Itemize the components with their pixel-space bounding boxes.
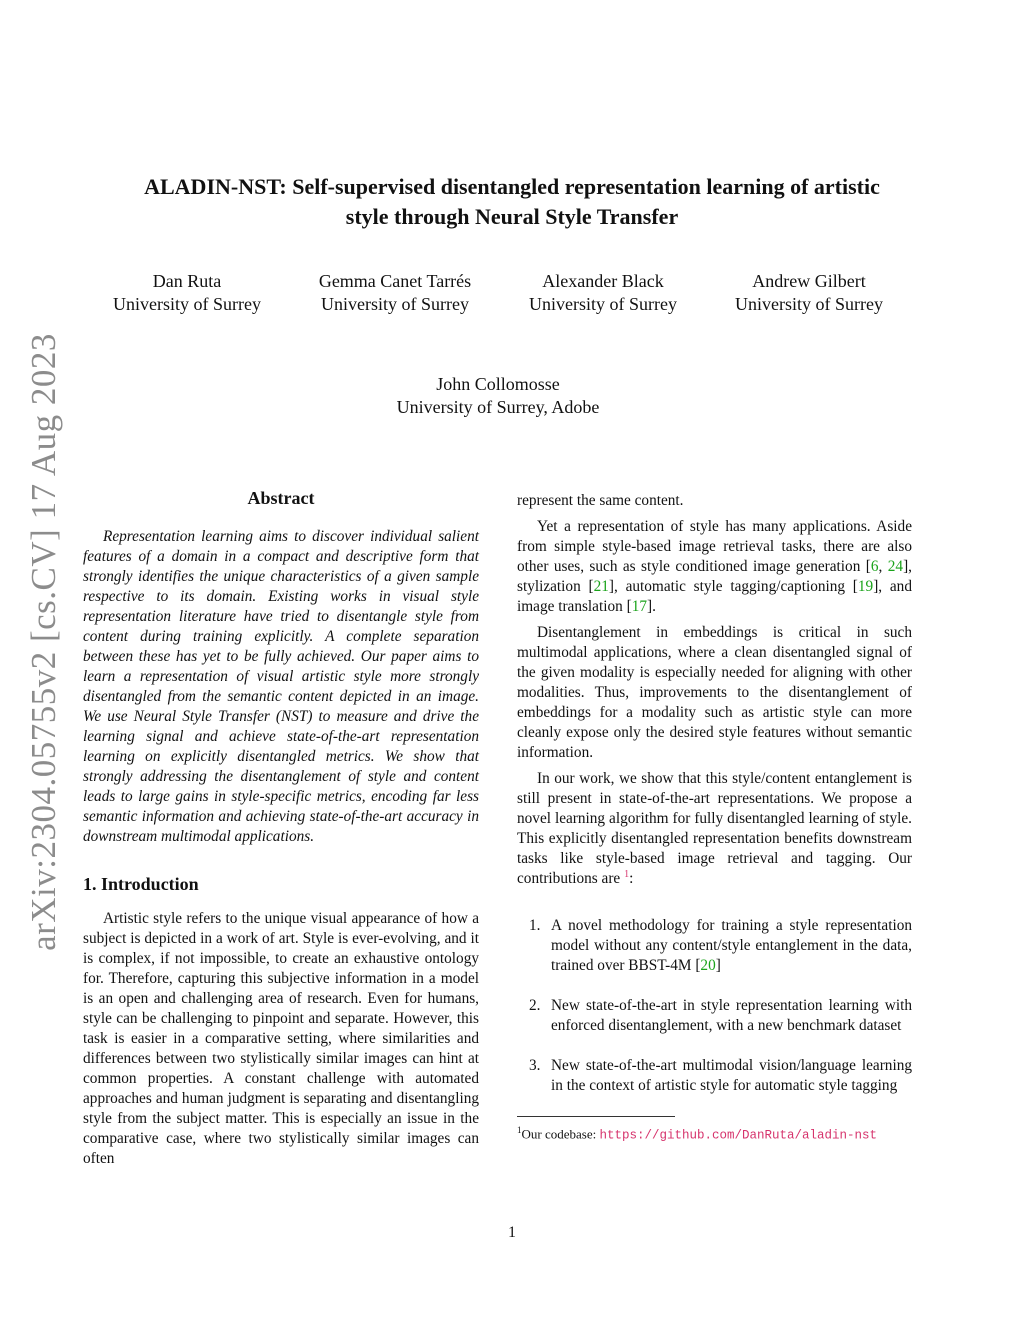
continued-text: represent the same content. xyxy=(517,492,684,509)
abstract-text: Representation learning aims to discover individual salient features of a domain in a compact and descriptive form that strongly identifies the unique characteristics of a given sample respective to its domain. Existing works in visual style representation literature have tried to disentangle style from content during training explicitly. A complete separation between these has yet to be fully achieved. Our paper aims to learn a representation of visual artistic style more strongly disentangled from the semantic content depicted in an image. We use Neural Style Transfer (NST) to measure and drive the learning signal and achieve state-of-the-art representation learning on explicitly disentangled metrics. We show that strongly addressing the disentanglement of style and content leads to large gains in style-specific metrics, encoding far less semantic information and achieving state-of-the-art accuracy in downstream multimodal applications. xyxy=(83,528,479,845)
text-run: ]. xyxy=(647,598,656,615)
text-run: In our work, we show that this style/content entanglement is still present in state-of-the-art representations. We propose a novel learning algorithm for fully disentangled learning of style. This explicitly disentangled representation benefits downstream tasks like style-based image retrieval and tagging. Our contributions are xyxy=(517,770,912,887)
abstract-heading: Abstract xyxy=(247,488,315,508)
text-run: ], automatic style tagging/captioning [ xyxy=(608,578,858,595)
author-block xyxy=(319,270,471,316)
author-name: Andrew Gilbert xyxy=(752,271,866,291)
contribution-text: New state-of-the-art in style representation learning with enforced disentanglement, with a new benchmark dataset xyxy=(551,997,912,1034)
contribution-item xyxy=(517,1056,912,1096)
footnote-text: Our codebase: xyxy=(521,1126,600,1142)
introduction-paragraph: Artistic style refers to the unique visual appearance of how a subject is depicted in a work of art. Style is ever-evolving, and it is complex, if not impossible, to create an exhaustive ontology for. Therefore, capturing this subjective information in a model is an open and challenging area of research. Even for humans, style can be challenging to pinpoint and separate. However, this task is easier in a comparative setting, where similarities and differences between two stylistically similar images can hint at common properties. A constant challenge with automated approaches and human judgment is separating and disentangling style from the subject matter. This is especially an issue in the comparative case, where two stylistically similar images can often xyxy=(83,910,479,1167)
citation-link[interactable]: 17 xyxy=(631,598,647,615)
footnote-mark: 1 xyxy=(517,1125,522,1135)
applications-paragraph xyxy=(517,517,912,617)
author-affiliation: University of Surrey xyxy=(529,294,677,314)
citation-link[interactable]: 20 xyxy=(700,957,716,974)
author-name: Gemma Canet Tarrés xyxy=(318,271,472,291)
author-affiliation: University of Surrey xyxy=(113,294,261,314)
author-name: Dan Ruta xyxy=(152,271,222,291)
author-name: Alexander Black xyxy=(542,271,664,291)
citation-link[interactable]: 21 xyxy=(593,578,609,595)
author-block xyxy=(113,270,261,316)
list-number: 3. xyxy=(529,1057,541,1074)
text-run: Yet a representation of style has many applications. Aside from simple style-based image retrieval tasks, there are also other uses, such as style conditioned image generation [ xyxy=(517,518,912,575)
author-affiliation: University of Surrey xyxy=(321,294,469,314)
citation-link[interactable]: 24 xyxy=(887,558,904,575)
contribution-text: New state-of-the-art multimodal vision/language learning in the context of artistic style for automatic style tagging xyxy=(551,1057,912,1094)
list-number: 1. xyxy=(529,917,541,934)
our-work-paragraph xyxy=(517,769,912,889)
citation-link[interactable]: 6 xyxy=(870,558,879,575)
author-block xyxy=(735,270,883,316)
text-run: : xyxy=(629,870,634,887)
contribution-item xyxy=(517,916,912,976)
footnote-divider xyxy=(517,1116,675,1117)
arxiv-identifier: arXiv:2304.05755v2 [cs.CV] 17 Aug 2023 xyxy=(24,333,63,951)
codebase-link[interactable]: https://github.com/DanRuta/aladin-nst xyxy=(599,1128,878,1143)
right-column xyxy=(517,491,912,1144)
footnote-reference[interactable]: 1 xyxy=(624,868,630,880)
title-line-1: ALADIN-NST: Self-supervised disentangled representation learning of artistic xyxy=(144,174,880,199)
author-block xyxy=(529,270,677,316)
contribution-text: A novel methodology for training a style representation model without any content/style entanglement in the data, trained over BBST-4M [ xyxy=(551,917,912,974)
citation-link[interactable]: 19 xyxy=(857,578,874,595)
list-number: 2. xyxy=(529,997,541,1014)
author-affiliation: University of Surrey, Adobe xyxy=(396,397,600,417)
left-column xyxy=(83,488,479,1169)
text-run: ], stylization [ xyxy=(517,558,912,595)
abstract-body xyxy=(83,527,479,847)
text-run: ] xyxy=(715,957,721,974)
contributions-list xyxy=(517,916,912,1096)
author-affiliation: University of Surrey xyxy=(735,294,883,314)
contribution-item xyxy=(517,996,912,1036)
disentanglement-paragraph: Disentanglement in embeddings is critical in such multimodal applications, where a clean disentangled signal of the given modality is especially needed for aligning with other modalities. Thus, improvements to the disentanglement of embeddings for a modality such as artistic style can more cleanly expose only the desired style features without semantic information. xyxy=(517,624,912,761)
author-block xyxy=(397,373,600,419)
text-run: , xyxy=(878,558,888,575)
paper-title xyxy=(80,172,944,232)
page-number: 1 xyxy=(508,1224,516,1241)
author-name: John Collomosse xyxy=(436,374,560,394)
text-run: ], and image translation [ xyxy=(517,578,912,615)
introduction-heading: 1. Introduction xyxy=(83,874,199,894)
title-line-2: style through Neural Style Transfer xyxy=(345,204,679,229)
footnote xyxy=(517,1121,912,1144)
